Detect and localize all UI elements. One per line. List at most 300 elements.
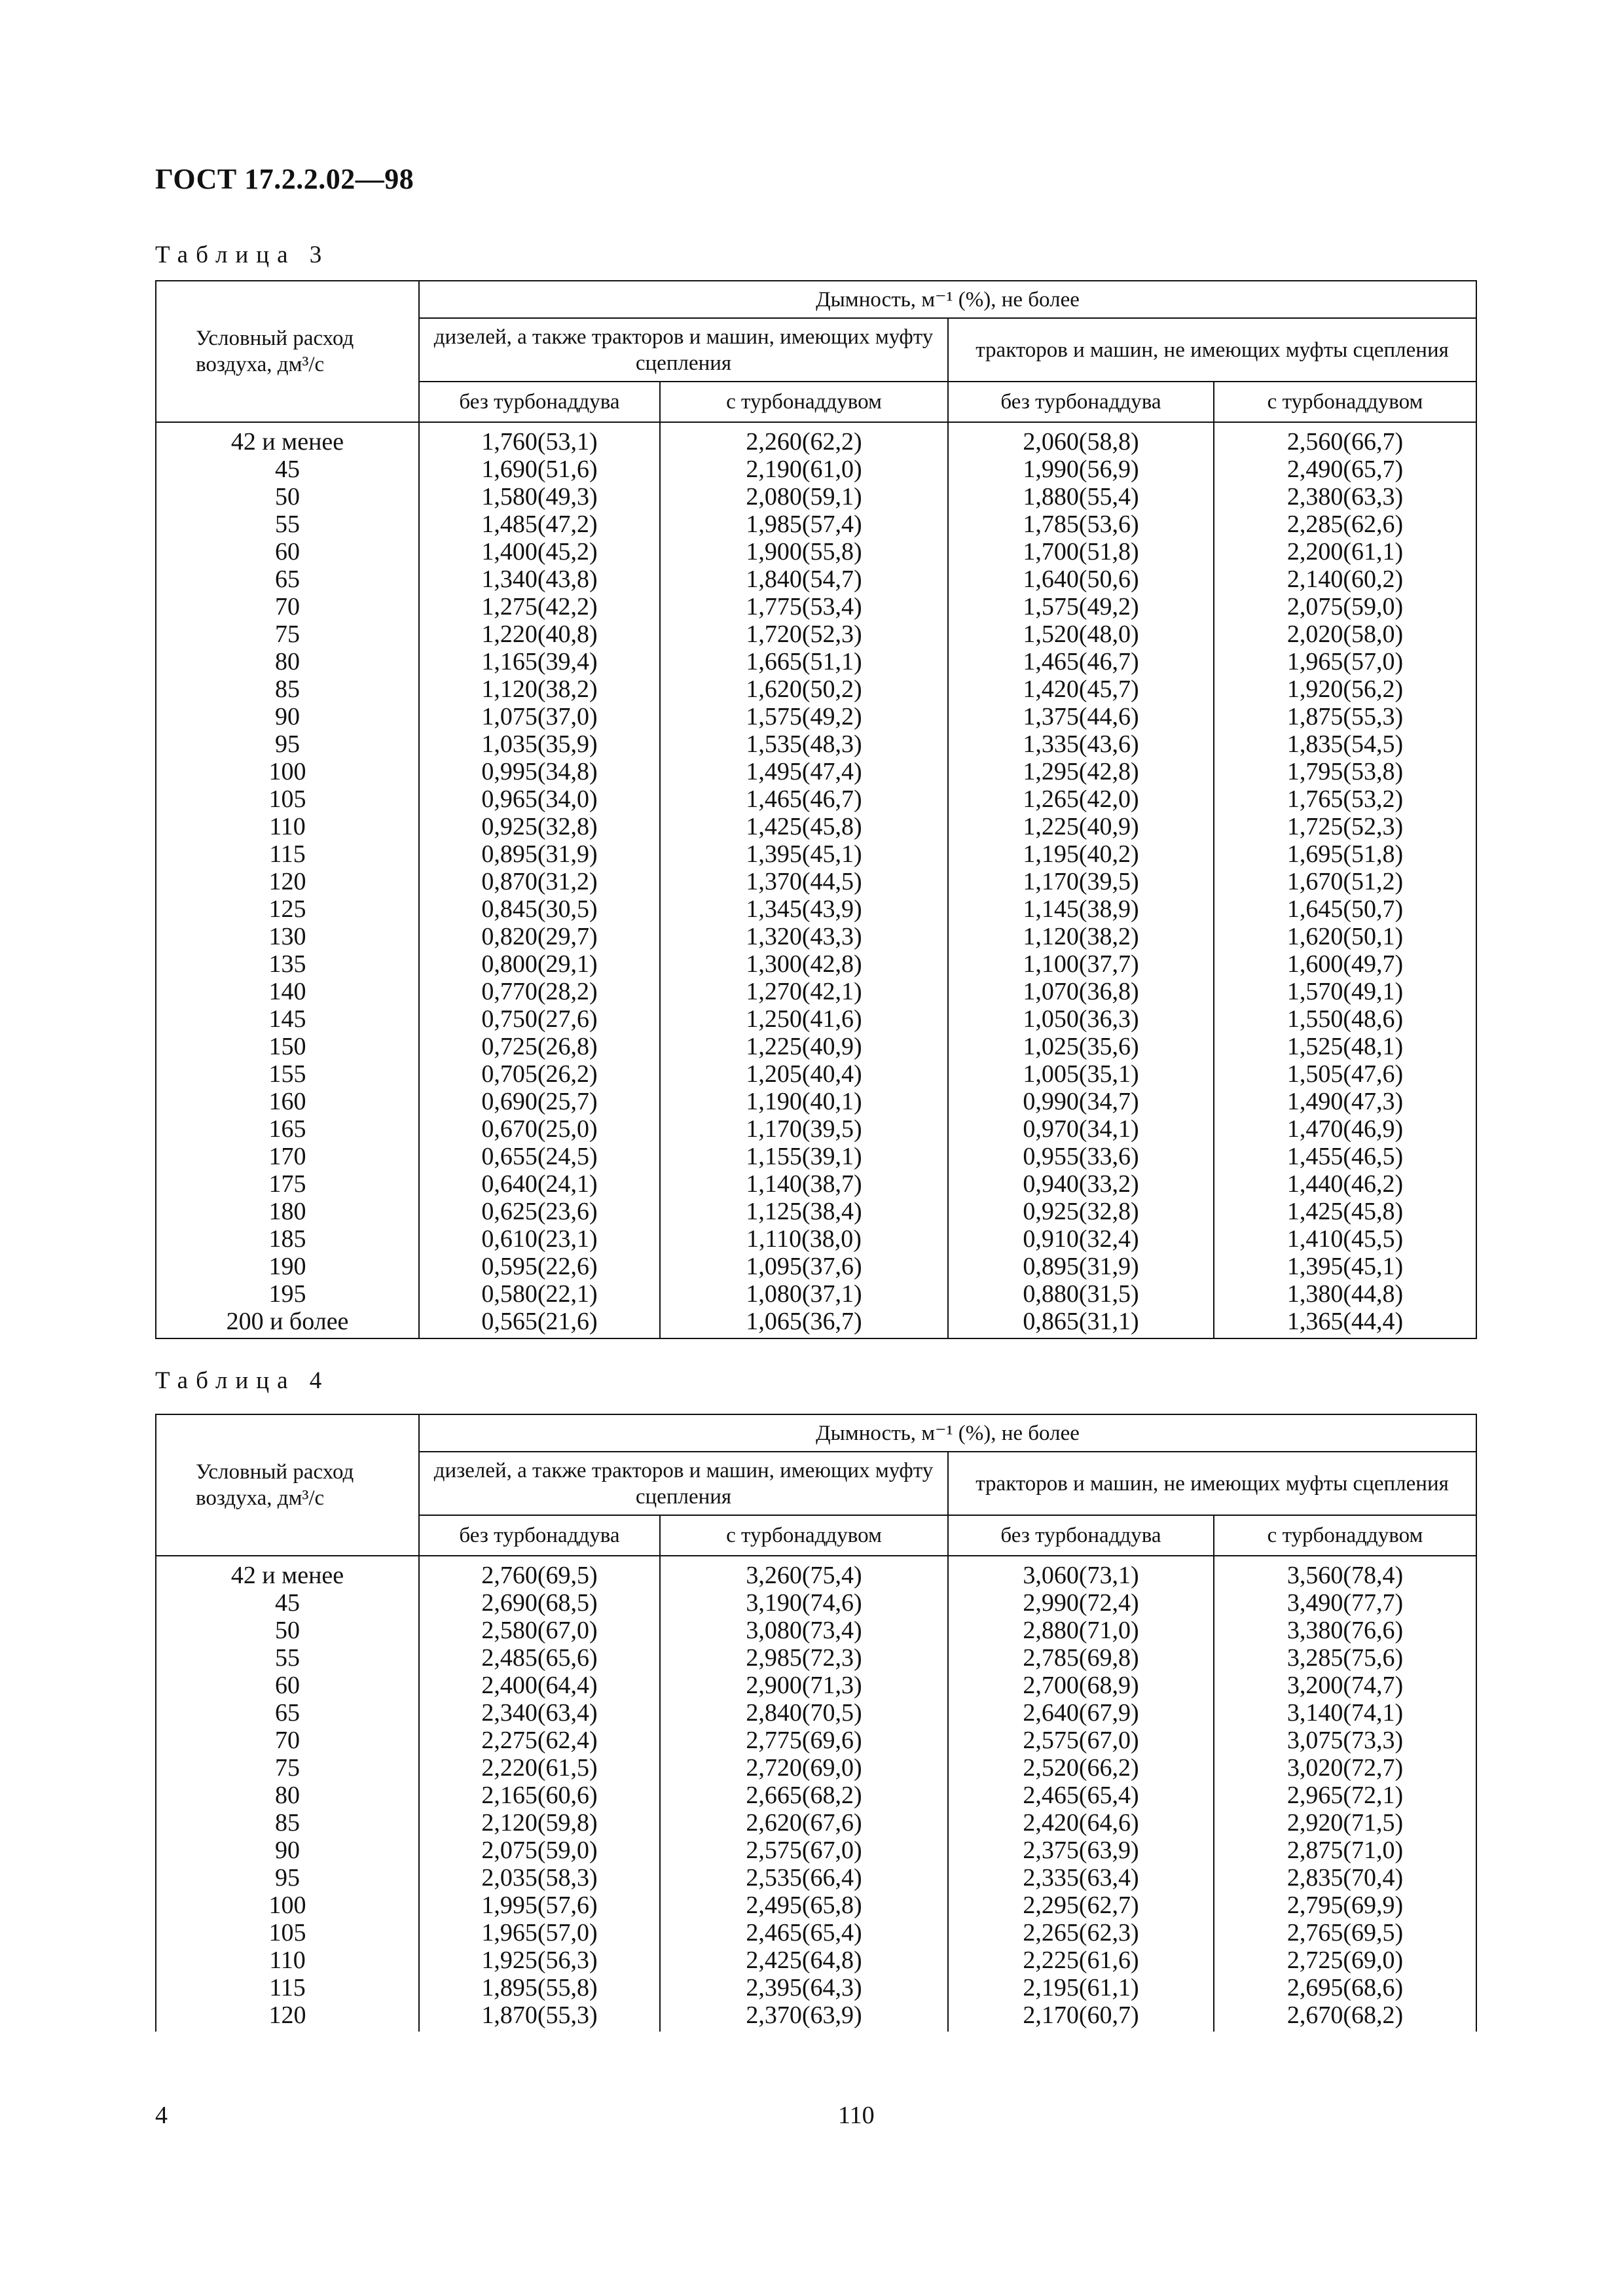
smoke-value-cell: 1,395(45,1) (1214, 1253, 1476, 1280)
flow-rate-cell: 175 (156, 1170, 419, 1198)
smoke-value-cell: 1,550(48,6) (1214, 1005, 1476, 1033)
header-separator (156, 1556, 1476, 1562)
smoke-value-cell: 1,645(50,7) (1214, 895, 1476, 923)
smoke-value-cell: 2,120(59,8) (419, 1809, 660, 1837)
smoke-value-cell: 1,505(47,6) (1214, 1060, 1476, 1088)
smoke-value-cell: 2,165(60,6) (419, 1782, 660, 1809)
smoke-value-cell: 0,895(31,9) (948, 1253, 1214, 1280)
table-row (156, 1280, 1476, 1308)
separator-cell (1214, 1556, 1476, 1562)
table-row (156, 1143, 1476, 1170)
table-row (156, 1253, 1476, 1280)
smoke-value-cell: 0,880(31,5) (948, 1280, 1214, 1308)
smoke-value-cell: 3,075(73,3) (1214, 1727, 1476, 1754)
smoke-value-cell: 2,880(71,0) (948, 1617, 1214, 1644)
flow-rate-cell: 170 (156, 1143, 419, 1170)
smoke-value-cell: 2,190(61,0) (660, 456, 948, 483)
table-row (156, 1005, 1476, 1033)
table-row (156, 785, 1476, 813)
smoke-value-cell: 0,870(31,2) (419, 868, 660, 895)
table-4-body (156, 1556, 1476, 2032)
table-3 (155, 280, 1477, 1339)
smoke-value-cell: 2,695(68,6) (1214, 1974, 1476, 2001)
smoke-value-cell: 2,875(71,0) (1214, 1837, 1476, 1864)
smoke-value-cell: 0,865(31,1) (948, 1308, 1214, 1338)
smoke-value-cell: 0,580(22,1) (419, 1280, 660, 1308)
smoke-value-cell: 2,395(64,3) (660, 1974, 948, 2001)
smoke-value-cell: 2,195(61,1) (948, 1974, 1214, 2001)
smoke-value-cell: 2,785(69,8) (948, 1644, 1214, 1672)
smoke-value-cell: 1,760(53,1) (419, 428, 660, 456)
flow-rate-cell: 42 и менее (156, 428, 419, 456)
smoke-value-cell: 1,195(40,2) (948, 840, 1214, 868)
smoke-value-cell: 1,880(55,4) (948, 483, 1214, 511)
smoke-value-cell: 3,140(74,1) (1214, 1699, 1476, 1727)
smoke-value-cell: 1,700(51,8) (948, 538, 1214, 565)
flow-rate-cell: 95 (156, 730, 419, 758)
flow-rate-cell: 185 (156, 1225, 419, 1253)
smoke-value-cell: 1,165(39,4) (419, 648, 660, 675)
smoke-value-cell: 1,725(52,3) (1214, 813, 1476, 840)
flow-rate-cell: 65 (156, 565, 419, 593)
table-row (156, 675, 1476, 703)
flow-rate-cell: 155 (156, 1060, 419, 1088)
smoke-value-cell: 2,465(65,4) (948, 1782, 1214, 1809)
smoke-value-cell: 2,020(58,0) (1214, 620, 1476, 648)
table-row (156, 511, 1476, 538)
table-row (156, 1198, 1476, 1225)
smoke-value-cell: 1,465(46,7) (660, 785, 948, 813)
smoke-value-cell: 3,490(77,7) (1214, 1589, 1476, 1617)
smoke-value-cell: 1,125(38,4) (660, 1198, 948, 1225)
group-with-clutch-header: дизелей, а также тракторов и машин, имеющих муфту сцепления (419, 318, 948, 382)
smoke-value-cell: 1,250(41,6) (660, 1005, 948, 1033)
table-row (156, 593, 1476, 620)
smoke-value-cell: 0,990(34,7) (948, 1088, 1214, 1115)
table-row (156, 483, 1476, 511)
sheet-number: 110 (838, 2102, 875, 2129)
smoke-value-cell: 1,080(37,1) (660, 1280, 948, 1308)
smoke-value-cell: 0,925(32,8) (419, 813, 660, 840)
smoke-value-cell: 2,990(72,4) (948, 1589, 1214, 1617)
flow-rate-cell: 60 (156, 538, 419, 565)
separator-cell (156, 422, 419, 428)
smoke-value-cell: 2,965(72,1) (1214, 1782, 1476, 1809)
smoke-value-cell: 1,335(43,6) (948, 730, 1214, 758)
flow-rate-cell: 105 (156, 785, 419, 813)
smoke-value-cell: 1,575(49,2) (660, 703, 948, 730)
smoke-value-cell: 1,785(53,6) (948, 511, 1214, 538)
sub-header: с турбонаддувом (1214, 1515, 1476, 1556)
flow-rate-cell: 130 (156, 923, 419, 950)
separator-cell (660, 1556, 948, 1562)
smoke-value-cell: 2,370(63,9) (660, 2001, 948, 2032)
smoke-value-cell: 0,705(26,2) (419, 1060, 660, 1088)
smoke-value-cell: 2,035(58,3) (419, 1864, 660, 1892)
smoke-header: Дымность, м⁻¹ (%), не более (419, 281, 1476, 318)
smoke-value-cell: 1,340(43,8) (419, 565, 660, 593)
flow-rate-cell: 70 (156, 1727, 419, 1754)
smoke-value-cell: 1,025(35,6) (948, 1033, 1214, 1060)
smoke-value-cell: 2,340(63,4) (419, 1699, 660, 1727)
flow-rate-cell: 165 (156, 1115, 419, 1143)
smoke-value-cell: 2,580(67,0) (419, 1617, 660, 1644)
table-row (156, 730, 1476, 758)
smoke-value-cell: 0,895(31,9) (419, 840, 660, 868)
table-row (156, 456, 1476, 483)
table-row (156, 1782, 1476, 1809)
table-row (156, 758, 1476, 785)
smoke-value-cell: 1,765(53,2) (1214, 785, 1476, 813)
smoke-value-cell: 3,560(78,4) (1214, 1562, 1476, 1589)
smoke-value-cell: 2,380(63,3) (1214, 483, 1476, 511)
smoke-value-cell: 2,495(65,8) (660, 1892, 948, 1919)
flow-rate-cell: 120 (156, 868, 419, 895)
table-row (156, 1837, 1476, 1864)
table-row (156, 840, 1476, 868)
table-row (156, 620, 1476, 648)
table-row (156, 538, 1476, 565)
smoke-value-cell: 1,220(40,8) (419, 620, 660, 648)
smoke-value-cell: 1,665(51,1) (660, 648, 948, 675)
table-row (156, 648, 1476, 675)
smoke-value-cell: 0,820(29,7) (419, 923, 660, 950)
smoke-value-cell: 1,265(42,0) (948, 785, 1214, 813)
sub-header: с турбонаддувом (660, 382, 948, 422)
smoke-value-cell: 1,835(54,5) (1214, 730, 1476, 758)
flow-rate-cell: 95 (156, 1864, 419, 1892)
smoke-value-cell: 2,620(67,6) (660, 1809, 948, 1837)
smoke-value-cell: 1,005(35,1) (948, 1060, 1214, 1088)
smoke-value-cell: 1,440(46,2) (1214, 1170, 1476, 1198)
flow-rate-cell: 190 (156, 1253, 419, 1280)
smoke-value-cell: 1,990(56,9) (948, 456, 1214, 483)
smoke-value-cell: 2,075(59,0) (1214, 593, 1476, 620)
smoke-value-cell: 2,725(69,0) (1214, 1946, 1476, 1974)
smoke-value-cell: 3,380(76,6) (1214, 1617, 1476, 1644)
smoke-value-cell: 2,985(72,3) (660, 1644, 948, 1672)
smoke-value-cell: 2,140(60,2) (1214, 565, 1476, 593)
smoke-value-cell: 1,270(42,1) (660, 978, 948, 1005)
smoke-value-cell: 1,170(39,5) (660, 1115, 948, 1143)
flow-rate-cell: 110 (156, 1946, 419, 1974)
flow-rate-cell: 42 и менее (156, 1562, 419, 1589)
smoke-value-cell: 1,690(51,6) (419, 456, 660, 483)
table-row (156, 1225, 1476, 1253)
smoke-value-cell: 2,760(69,5) (419, 1562, 660, 1589)
smoke-value-cell: 1,900(55,8) (660, 538, 948, 565)
separator-cell (419, 422, 660, 428)
smoke-value-cell: 3,190(74,6) (660, 1589, 948, 1617)
flow-rate-cell: 85 (156, 675, 419, 703)
smoke-value-cell: 1,410(45,5) (1214, 1225, 1476, 1253)
smoke-value-cell: 1,070(36,8) (948, 978, 1214, 1005)
smoke-value-cell: 1,300(42,8) (660, 950, 948, 978)
sub-header: с турбонаддувом (1214, 382, 1476, 422)
table-row (156, 1727, 1476, 1754)
smoke-value-cell: 1,120(38,2) (419, 675, 660, 703)
flow-rate-cell: 45 (156, 1589, 419, 1617)
flow-rate-cell: 75 (156, 1754, 419, 1782)
smoke-value-cell: 2,920(71,5) (1214, 1809, 1476, 1837)
smoke-value-cell: 0,750(27,6) (419, 1005, 660, 1033)
table-row (156, 1088, 1476, 1115)
smoke-value-cell: 2,670(68,2) (1214, 2001, 1476, 2032)
table-row (156, 978, 1476, 1005)
table-row (156, 2001, 1476, 2032)
table-row (156, 1974, 1476, 2001)
separator-cell (948, 422, 1214, 428)
smoke-value-cell: 1,775(53,4) (660, 593, 948, 620)
smoke-value-cell: 2,640(67,9) (948, 1699, 1214, 1727)
smoke-value-cell: 1,380(44,8) (1214, 1280, 1476, 1308)
smoke-value-cell: 3,260(75,4) (660, 1562, 948, 1589)
smoke-value-cell: 2,535(66,4) (660, 1864, 948, 1892)
flow-rate-header: Условный расход воздуха, дм³/с (156, 281, 419, 422)
smoke-value-cell: 2,700(68,9) (948, 1672, 1214, 1699)
smoke-value-cell: 0,845(30,5) (419, 895, 660, 923)
flow-rate-cell: 50 (156, 1617, 419, 1644)
smoke-value-cell: 1,670(51,2) (1214, 868, 1476, 895)
table-3-body (156, 422, 1476, 1338)
table-row (156, 1809, 1476, 1837)
flow-rate-cell: 70 (156, 593, 419, 620)
flow-rate-cell: 200 и более (156, 1308, 419, 1338)
table-row (156, 895, 1476, 923)
smoke-value-cell: 0,610(23,1) (419, 1225, 660, 1253)
flow-rate-cell: 135 (156, 950, 419, 978)
flow-rate-cell: 75 (156, 620, 419, 648)
table-row (156, 1946, 1476, 1974)
smoke-value-cell: 2,835(70,4) (1214, 1864, 1476, 1892)
smoke-value-cell: 1,925(56,3) (419, 1946, 660, 1974)
smoke-value-cell: 1,600(49,7) (1214, 950, 1476, 978)
smoke-value-cell: 1,490(47,3) (1214, 1088, 1476, 1115)
smoke-value-cell: 1,425(45,8) (660, 813, 948, 840)
smoke-value-cell: 1,050(36,3) (948, 1005, 1214, 1033)
smoke-value-cell: 1,120(38,2) (948, 923, 1214, 950)
smoke-value-cell: 2,375(63,9) (948, 1837, 1214, 1864)
smoke-value-cell: 0,625(23,6) (419, 1198, 660, 1225)
table-row (156, 1170, 1476, 1198)
smoke-value-cell: 1,395(45,1) (660, 840, 948, 868)
smoke-value-cell: 1,190(40,1) (660, 1088, 948, 1115)
smoke-value-cell: 1,470(46,9) (1214, 1115, 1476, 1143)
smoke-value-cell: 1,465(46,7) (948, 648, 1214, 675)
smoke-value-cell: 1,575(49,2) (948, 593, 1214, 620)
table-row (156, 868, 1476, 895)
flow-rate-cell: 45 (156, 456, 419, 483)
smoke-value-cell: 0,770(28,2) (419, 978, 660, 1005)
table-row (156, 428, 1476, 456)
flow-rate-cell: 55 (156, 511, 419, 538)
smoke-value-cell: 2,690(68,5) (419, 1589, 660, 1617)
smoke-value-cell: 2,490(65,7) (1214, 456, 1476, 483)
table-row (156, 1699, 1476, 1727)
smoke-value-cell: 1,875(55,3) (1214, 703, 1476, 730)
table-row (156, 1060, 1476, 1088)
smoke-value-cell: 2,665(68,2) (660, 1782, 948, 1809)
smoke-value-cell: 0,565(21,6) (419, 1308, 660, 1338)
flow-rate-cell: 120 (156, 2001, 419, 2032)
table-row (156, 1617, 1476, 1644)
sub-header: без турбонаддува (948, 382, 1214, 422)
table-4-caption: Таблица 4 (155, 1367, 330, 1394)
smoke-value-cell: 1,485(47,2) (419, 511, 660, 538)
smoke-value-cell: 0,725(26,8) (419, 1033, 660, 1060)
sub-header: с турбонаддувом (660, 1515, 948, 1556)
smoke-value-cell: 1,620(50,2) (660, 675, 948, 703)
smoke-value-cell: 1,170(39,5) (948, 868, 1214, 895)
flow-rate-cell: 50 (156, 483, 419, 511)
smoke-value-cell: 1,455(46,5) (1214, 1143, 1476, 1170)
smoke-value-cell: 2,200(61,1) (1214, 538, 1476, 565)
smoke-value-cell: 3,060(73,1) (948, 1562, 1214, 1589)
flow-rate-cell: 90 (156, 1837, 419, 1864)
table-row (156, 1589, 1476, 1617)
smoke-value-cell: 2,520(66,2) (948, 1754, 1214, 1782)
table-row (156, 813, 1476, 840)
smoke-value-cell: 1,375(44,6) (948, 703, 1214, 730)
flow-rate-cell: 85 (156, 1809, 419, 1837)
flow-rate-cell: 65 (156, 1699, 419, 1727)
smoke-value-cell: 1,620(50,1) (1214, 923, 1476, 950)
separator-cell (156, 1556, 419, 1562)
flow-rate-cell: 100 (156, 1892, 419, 1919)
smoke-value-cell: 1,420(45,7) (948, 675, 1214, 703)
smoke-value-cell: 1,535(48,3) (660, 730, 948, 758)
smoke-value-cell: 1,345(43,9) (660, 895, 948, 923)
flow-rate-cell: 115 (156, 840, 419, 868)
smoke-value-cell: 0,995(34,8) (419, 758, 660, 785)
smoke-value-cell: 1,995(57,6) (419, 1892, 660, 1919)
smoke-value-cell: 0,595(22,6) (419, 1253, 660, 1280)
separator-cell (660, 422, 948, 428)
flow-rate-cell: 80 (156, 648, 419, 675)
group-without-clutch-header: тракторов и машин, не имеющих муфты сцепления (948, 1452, 1476, 1515)
table-row (156, 703, 1476, 730)
smoke-value-cell: 0,955(33,6) (948, 1143, 1214, 1170)
smoke-value-cell: 2,900(71,3) (660, 1672, 948, 1699)
smoke-value-cell: 3,200(74,7) (1214, 1672, 1476, 1699)
table-row (156, 1672, 1476, 1699)
flow-rate-header: Условный расход воздуха, дм³/с (156, 1414, 419, 1556)
smoke-value-cell: 0,970(34,1) (948, 1115, 1214, 1143)
smoke-value-cell: 0,640(24,1) (419, 1170, 660, 1198)
smoke-value-cell: 3,080(73,4) (660, 1617, 948, 1644)
smoke-value-cell: 1,100(37,7) (948, 950, 1214, 978)
table-row (156, 1644, 1476, 1672)
table-row (156, 950, 1476, 978)
table-row (156, 1919, 1476, 1946)
flow-rate-cell: 180 (156, 1198, 419, 1225)
smoke-value-cell: 1,110(38,0) (660, 1225, 948, 1253)
smoke-value-cell: 1,225(40,9) (948, 813, 1214, 840)
smoke-value-cell: 2,225(61,6) (948, 1946, 1214, 1974)
smoke-value-cell: 1,425(45,8) (1214, 1198, 1476, 1225)
smoke-value-cell: 1,495(47,4) (660, 758, 948, 785)
table-row (156, 923, 1476, 950)
smoke-value-cell: 2,080(59,1) (660, 483, 948, 511)
smoke-value-cell: 2,795(69,9) (1214, 1892, 1476, 1919)
flow-rate-cell: 115 (156, 1974, 419, 2001)
smoke-value-cell: 1,370(44,5) (660, 868, 948, 895)
smoke-value-cell: 1,035(35,9) (419, 730, 660, 758)
smoke-header: Дымность, м⁻¹ (%), не более (419, 1414, 1476, 1452)
smoke-value-cell: 1,205(40,4) (660, 1060, 948, 1088)
smoke-value-cell: 1,720(52,3) (660, 620, 948, 648)
flow-rate-cell: 150 (156, 1033, 419, 1060)
smoke-value-cell: 2,840(70,5) (660, 1699, 948, 1727)
smoke-value-cell: 1,295(42,8) (948, 758, 1214, 785)
flow-rate-cell: 60 (156, 1672, 419, 1699)
smoke-value-cell: 3,285(75,6) (1214, 1644, 1476, 1672)
smoke-value-cell: 1,695(51,8) (1214, 840, 1476, 868)
smoke-value-cell: 2,170(60,7) (948, 2001, 1214, 2032)
smoke-value-cell: 1,155(39,1) (660, 1143, 948, 1170)
flow-rate-cell: 55 (156, 1644, 419, 1672)
smoke-value-cell: 0,940(33,2) (948, 1170, 1214, 1198)
smoke-value-cell: 1,795(53,8) (1214, 758, 1476, 785)
smoke-value-cell: 2,420(64,6) (948, 1809, 1214, 1837)
smoke-value-cell: 2,220(61,5) (419, 1754, 660, 1782)
smoke-value-cell: 2,465(65,4) (660, 1919, 948, 1946)
table-row (156, 1754, 1476, 1782)
smoke-value-cell: 1,985(57,4) (660, 511, 948, 538)
smoke-value-cell: 1,075(37,0) (419, 703, 660, 730)
table-row (156, 1115, 1476, 1143)
sub-header: без турбонаддува (419, 382, 660, 422)
table-row (156, 1892, 1476, 1919)
smoke-value-cell: 0,925(32,8) (948, 1198, 1214, 1225)
smoke-value-cell: 0,910(32,4) (948, 1225, 1214, 1253)
smoke-value-cell: 1,580(49,3) (419, 483, 660, 511)
table-row (156, 1308, 1476, 1338)
table-row (156, 565, 1476, 593)
smoke-value-cell: 2,575(67,0) (660, 1837, 948, 1864)
smoke-value-cell: 1,640(50,6) (948, 565, 1214, 593)
smoke-value-cell: 1,095(37,6) (660, 1253, 948, 1280)
table-row (156, 1864, 1476, 1892)
separator-cell (948, 1556, 1214, 1562)
smoke-value-cell: 2,060(58,8) (948, 428, 1214, 456)
smoke-value-cell: 1,065(36,7) (660, 1308, 948, 1338)
header-separator (156, 422, 1476, 428)
smoke-value-cell: 2,425(64,8) (660, 1946, 948, 1974)
flow-rate-cell: 145 (156, 1005, 419, 1033)
table-3-caption: Таблица 3 (155, 242, 330, 268)
group-without-clutch-header: тракторов и машин, не имеющих муфты сцепления (948, 318, 1476, 382)
smoke-value-cell: 1,965(57,0) (419, 1919, 660, 1946)
smoke-value-cell: 1,275(42,2) (419, 593, 660, 620)
smoke-value-cell: 2,075(59,0) (419, 1837, 660, 1864)
table-row (156, 1033, 1476, 1060)
flow-rate-cell: 110 (156, 813, 419, 840)
smoke-value-cell: 2,775(69,6) (660, 1727, 948, 1754)
flow-rate-cell: 195 (156, 1280, 419, 1308)
smoke-value-cell: 2,265(62,3) (948, 1919, 1214, 1946)
smoke-value-cell: 1,320(43,3) (660, 923, 948, 950)
flow-rate-cell: 140 (156, 978, 419, 1005)
document-title: ГОСТ 17.2.2.02—98 (155, 163, 414, 195)
smoke-value-cell: 2,765(69,5) (1214, 1919, 1476, 1946)
smoke-value-cell: 1,895(55,8) (419, 1974, 660, 2001)
flow-rate-cell: 105 (156, 1919, 419, 1946)
smoke-value-cell: 0,670(25,0) (419, 1115, 660, 1143)
smoke-value-cell: 1,365(44,4) (1214, 1308, 1476, 1338)
smoke-value-cell: 1,145(38,9) (948, 895, 1214, 923)
smoke-value-cell: 2,400(64,4) (419, 1672, 660, 1699)
